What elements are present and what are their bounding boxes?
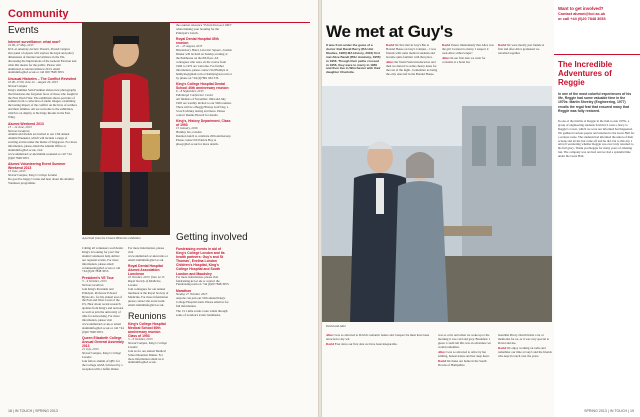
event-date: 15 January, 2016 (176, 126, 198, 131)
couple-photo (322, 86, 552, 322)
event-date: 22 – 23 August, 2013 (176, 44, 203, 49)
event-venue: Various locations (82, 282, 104, 287)
event-title: President's VE Tour (82, 275, 114, 280)
event-date: 19.00, 27 May, 2013 (8, 43, 34, 48)
event-venue: Holiday Inn, London (176, 130, 202, 135)
speaker-text: We were mostly just friends at first and after Alice graduated we travelled together. (498, 44, 545, 55)
couple-caption: David and Alice (326, 325, 347, 328)
speaker-text: We enjoy working on radio and remember our time at Guy's and the friends who kept in touch over the years. (498, 346, 552, 359)
getting-involved-heading: Getting involved (176, 232, 248, 243)
event-body: Join fellow alumni of QEC for the College AGM, followed by a reception with a buffet dinner. (82, 359, 123, 371)
speaker-name: Alice (326, 334, 333, 337)
event-date: 6 – 8 September, 2013 (176, 89, 204, 94)
event-venue: KCL at Anatomy Lecture Theatre, Strand Campus (8, 47, 70, 51)
left-folio: 18 | IN TOUCH | SPRING 2013 (8, 409, 58, 413)
event-body: Join King's President and Principal, Professor Edward Byrne AC, for his annual tour of the East and West Coast of the US. Hear about recent research updates from King's and network as well as join the university of time for networking. For more information, please visit www.alumni.kcl.ac.uk or email alumniinfo@kcl.ac.uk or call +44 (0)20 7848 3053. (82, 286, 124, 334)
soldier-illustration (82, 22, 170, 235)
sidebar-body: In one of the misfits of Reggie in the mid-to-late 1970s, a group of engineering students from KCL took a fancy to Reggie's crown, which we were not informed had happened. We gathered various papers and returned to the Great Hall for a serious scene. The students had informed the union of their actions and let the fun come off and he did, but to this day I am left wondering whether Reggie was ever truly returned to his full glory. Thank you Reggie for many years of amazing fun. The company was revived and we had a splendid time under the Great Hall. (558, 120, 635, 159)
event-venue: Royal Society of Medicine, London (128, 279, 162, 288)
lower-interview-col-1 (326, 334, 434, 408)
events-column-4 (176, 24, 232, 229)
event-body: Dinner will be held on Sunday evening at the Penthouse on the 8th floor. All colleagues who were on the course from 1966 to 1972 are welcome. For further information, please contact Sid Hamlyn at hamlyns@gmail.com or hamlyn@aol.com or by phone on +44 (0)7801 602 535. (176, 52, 232, 80)
event-title: Marathon (176, 288, 192, 293)
event-body: Do good be happy! Come and hear about the Alumni Volunteer programme. (8, 177, 74, 186)
speaker-text: beautiful Priory church holds a lot of memories for us, as it was very special to David and me. (498, 334, 550, 345)
speaker-text: I was so attracted to Alice by her smiling, honest nature and her deep heart. (438, 350, 490, 359)
speaker-text: Ever since our first date we have been inseparable. (334, 342, 398, 347)
event-title: Royal Dental Hospital Alumni Association Luncheon (128, 264, 163, 277)
event-date: 21 July, 2013 (82, 347, 99, 352)
event-title: Royal Dental Hospital 45th reunion (176, 37, 219, 46)
event-body: For more information, please visit fundraising.kcl.ac.uk or contact the Fundraising team on +44 (0)20 7848 3053. (176, 274, 230, 287)
right-folio: SPRING 2013 | IN TOUCH | 19 (584, 409, 634, 413)
event-body: Reunion lunch to celebrate 20th anniversary. Please contact Dr Patrick Hoy at phoey@kcl.ac.uk for more details. (176, 134, 232, 146)
event-venue: Strand Campus, King's College London (8, 173, 58, 178)
events-heading: Events (8, 25, 39, 36)
speaker-name: David (442, 44, 450, 47)
event-title: King's College Hospital Medical School 60th anniversary reunion Class of 1953 (128, 321, 166, 338)
event-body: Anyone can join our 10th annual King's College Hospital team. Please email us for full information. (176, 295, 229, 308)
event-date: Sunday 27 October, 2013 (176, 291, 208, 296)
event-body: Alumni and friends are invited to our 13th annual Alumni Weekend, which will include a range of exciting events under the theme of Singapore. For more information, please email the Alumni Office at alumniinfo@kcl.ac.uk, visit www.alumni.kcl.ac.uk/alumni-weekend or call +44 (0)20 7848 3053. (8, 132, 77, 160)
lower-interview-col-3 (498, 334, 552, 408)
event-venue: Edinburgh Conference Centre (176, 93, 214, 98)
section-title: Community (8, 8, 69, 20)
event-title: Queen Elizabeth College Annual General Assembly 2013 (82, 336, 124, 349)
contact-box (554, 0, 640, 55)
events-column-2 (82, 247, 124, 407)
sidebar-title: The Incredible Adventures of Reggie (558, 60, 613, 87)
reggie-sidebar (554, 0, 640, 417)
speaker-text: I was so attracted to David's romantic nature and I suspect he must have been attracted to my wit. (326, 334, 430, 341)
event-title: Fundraising events in aid of King's College London and its health partners: Guy's and St Thomas', Evelina London Children's Hospital, King's College Hospital and South London and Maudsley (176, 247, 225, 276)
event-title: Alumni Weekend 2013 (8, 121, 44, 126)
events-column-3 (128, 247, 170, 407)
event-title: King's, History Department, Class of 1993 (176, 119, 231, 128)
event-title: Internet surveillance: what now? (8, 40, 61, 44)
speaker-name: Alice (386, 60, 393, 65)
contact-heading: Want to get involved? (558, 6, 604, 11)
getting-involved-column (176, 247, 232, 407)
event-date: 10.00–17.00, June 22 – August 29, 2013 (8, 79, 58, 84)
speaker-name: David (498, 44, 506, 47)
speaker-name: David (438, 359, 446, 364)
event-venue: Bloomsbury Hotel, Leicester Square, London (176, 48, 232, 53)
soldier-photo (82, 22, 170, 235)
sidebar-lead: In one of the most colorful experiences of his life, Reggie had some valuable time in the 1970s: Martin Sheeley (Engineering, 1977) recalls the regal feat that ensured many that Reggie was fully restored. (558, 92, 632, 113)
speaker-name: David (326, 342, 334, 347)
reunions-heading: Reunions (128, 310, 167, 321)
event-title: Unusual Histories – The Conflict Revisited (8, 76, 77, 81)
interview-col-3 (498, 44, 550, 84)
right-page (322, 0, 640, 417)
event-date: 13 – 14 June, 2013 (8, 124, 32, 129)
speaker-text: was so cold, and when we woke up to the morning it was cold and grey. Breakfast: I guess I could tell this was an adventure we would remember. (438, 334, 491, 349)
event-body: Join us for our annual Medical School Reunion Dinner. For more information email us at alumniinfo@kcl.ac.uk. (128, 348, 166, 365)
couple-illustration (322, 86, 552, 322)
event-body: All finalists of November 1964 and July 1965 are warmly invited to our 50th reunion. There will be a Buggy/Pitstop Golf Day, a Scotch whisky tasting and more. Please contact Dennis Howell for details. (176, 97, 232, 117)
event-date: 5 – 6 October, 2013 (128, 337, 153, 342)
feature-headline: We met at Guy's (326, 22, 453, 41)
event-venue: Strand Campus (8, 83, 28, 88)
photo-caption: A portrait from the Unseen Histories exhibition (82, 237, 141, 240)
event-body: Our panel of experts will explore the legal and policy dimensions of internet surveillance in the UK, discussing the implications of the General Election and what this means for the public. Please visit alumni.kcl.ac.uk/surveillance-2013, email alumniinfo@kcl.ac.uk or call 020 7848 3053. (8, 50, 77, 75)
interview-col-2 (442, 44, 494, 84)
speaker-name: David (498, 346, 506, 351)
event-body: the reunion reference "Edwin Dawood 1993" when making your booking for the Principal's Lunch. (176, 24, 232, 35)
event-body: For more information, please visit www.alumni.kcl.ac.uk/events or email alumniinfo@kcl.ac.uk (128, 247, 168, 262)
contact-phone[interactable]: or call +44 (0)20 7848 3053 (558, 17, 606, 21)
speaker-name: Alice (442, 56, 449, 61)
event-body: The 13.1 mile scenic route winds through some of London's iconic landmarks. (176, 309, 228, 317)
speaker-text: We make our home in the South Downs of Hampshire. (438, 359, 487, 368)
speaker-text: I knew immediately that Alice was the girl I wanted to marry. I suspect it took Alice rather longer! (442, 44, 494, 55)
speaker-name: Alice (438, 350, 445, 355)
event-venue: Strand Campus, King's College London (82, 351, 121, 360)
speaker-name: David (386, 44, 394, 47)
event-date: 3 – 9 October, 2013 (82, 278, 107, 283)
event-body: Join colleagues for our annual luncheon at the Royal Society of Medicine. For more information please contact the event team: email alumniinfo@kcl.ac.uk. (128, 287, 169, 307)
speaker-text: We first met in Guy's Bar at Boland House on Guy's Campus – I was friends with some medical students and became quite familiar with that place. (386, 44, 436, 59)
feature-intro: It was from under the guise of a doctor that David Berry (BA Hist Studies, 1960) MA History, 2004) first met Alice Bendt (BSc Anatomy, 1955) in 1956. Though their paths crossed in 1956, they were to marry in 1960 and then live in Winchester with their daughter Charlotte. (326, 44, 381, 75)
events-column-1 (8, 40, 78, 410)
lower-interview-col-2 (438, 334, 494, 408)
event-date: 10 October, 2013, from 12.15 (128, 275, 165, 280)
event-title: King's College Hospital Dental School 40th anniversary reunion (176, 82, 229, 91)
event-venue: Strand Campus, King's College London (128, 340, 167, 349)
event-venue: Various locations (8, 128, 30, 133)
event-title: Alumni Volunteering Event Summer Weekend 2013 (8, 162, 66, 171)
event-body: Calling all volunteers worldwide: King's is looking for you! Our alumni volunteers help deliver our regional events. For more information, please email volunteering@kcl.ac.uk or call +44 (0)20 7848 3053. (82, 247, 124, 274)
event-date: 13 June, 2013 (8, 169, 26, 174)
contact-email[interactable]: Contact alumni@kcl.ac.uk (558, 12, 606, 16)
interview-col-1 (386, 44, 438, 84)
speaker-text: On our first date we went for cocktails at a hotel bar. (442, 56, 486, 65)
event-body: King's alumnus Sam Faulkner shares new photography that illustrates the forgotten faces of those who fought in the First World War. The exhibition shows portraits of soldiers from a collection of studio images, examining the lasting impact of the conflict on the lives of soldiers and their families. All are welcome to the exhibition, which is on display at the Inigo Rooms in the East Wing. (8, 87, 78, 120)
left-page (0, 0, 318, 417)
speaker-text: Our friend Sam introduced us and then we danced to some cheesy tunes for the rest of the night. I remember us being the only ones left in the Boland House. (386, 60, 438, 76)
